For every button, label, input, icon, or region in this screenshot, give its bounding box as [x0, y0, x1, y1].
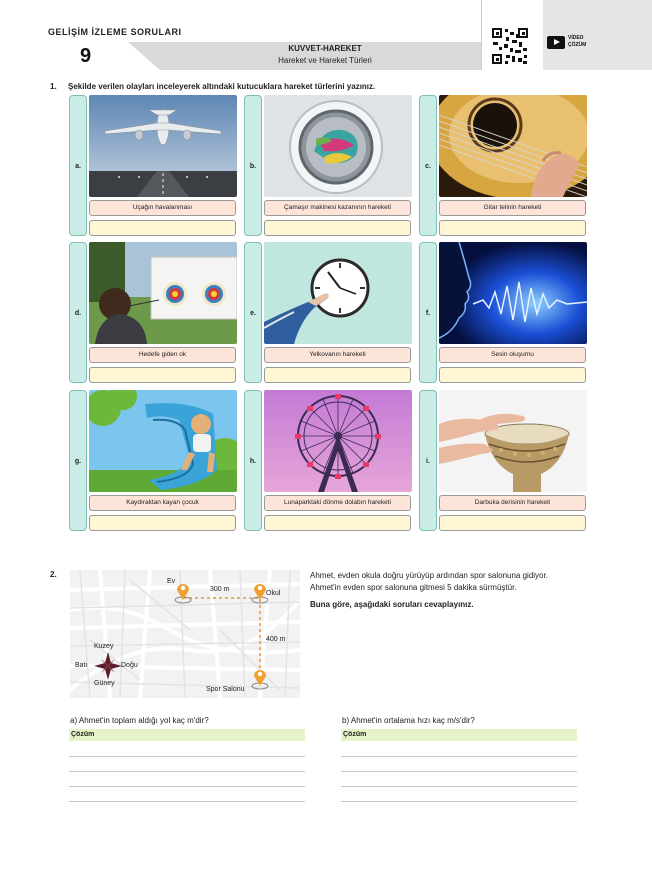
- item-e-letter: e.: [250, 310, 256, 317]
- question-2-paragraph-1: Ahmet, evden okula doğru yürüyüp ardından spor salonuna gidiyor.: [310, 571, 548, 580]
- item-f-letter: f.: [425, 310, 431, 317]
- map-label-gym: Spor Salonu: [206, 686, 245, 693]
- subquestion-b: b) Ahmet'in ortalama hızı kaç m/s'dir?: [342, 716, 475, 725]
- item-h-answer[interactable]: [264, 515, 411, 531]
- photo-wall-clock: [264, 242, 412, 344]
- item-a-letter: a.: [75, 163, 81, 170]
- item-b-letter: b.: [249, 163, 257, 170]
- map-label-distance-300: 300 m: [210, 586, 230, 593]
- compass-north: Kuzey: [94, 643, 114, 650]
- item-i-label: Darbuka derisinin hareketi: [439, 495, 586, 511]
- play-icon[interactable]: [547, 36, 565, 49]
- item-e-answer[interactable]: [264, 367, 411, 383]
- map-label-home: Ev: [167, 578, 176, 585]
- item-b-answer[interactable]: [264, 220, 411, 236]
- street-map: [70, 570, 300, 698]
- photo-washing-machine-drum: [264, 95, 412, 197]
- video-label-line1: VİDEO: [568, 35, 584, 41]
- question-2-paragraph-2: Ahmet'in evden spor salonuna gitmesi 5 dakika sürmüştür.: [310, 583, 517, 592]
- solution-header-a: Çözüm: [69, 729, 305, 741]
- item-c-answer[interactable]: [439, 220, 586, 236]
- question-2-number: 2.: [50, 570, 57, 579]
- answer-line[interactable]: [341, 801, 577, 802]
- item-g-label: Kaydıraktan kayan çocuk: [89, 495, 236, 511]
- solution-header-b: Çözüm: [341, 729, 577, 741]
- topic-title: KUVVET-HAREKET: [288, 44, 362, 53]
- item-e-label: Yelkovanın hareketi: [264, 347, 411, 363]
- photo-ferris-wheel: [264, 390, 412, 492]
- compass-south: Güney: [94, 680, 115, 687]
- answer-line[interactable]: [69, 771, 305, 772]
- topic-subtitle: Hareket ve Hareket Türleri: [278, 56, 372, 65]
- photo-airplane-takeoff: [89, 95, 237, 197]
- item-f-label: Sesin oluşumu: [439, 347, 586, 363]
- photo-darbuka-drum: [439, 390, 587, 492]
- photo-sound-waves: [439, 242, 587, 344]
- item-i-letter: i.: [426, 458, 430, 465]
- answer-line[interactable]: [69, 786, 305, 787]
- item-a-answer[interactable]: [89, 220, 236, 236]
- photo-guitar-strings: [439, 95, 587, 197]
- subquestion-a: a) Ahmet'in toplam aldığı yol kaç m'dir?: [70, 716, 209, 725]
- item-d-label: Hedefe giden ok: [89, 347, 236, 363]
- item-d-answer[interactable]: [89, 367, 236, 383]
- section-title: GELİŞİM İZLEME SORULARI: [48, 27, 182, 37]
- answer-line[interactable]: [341, 786, 577, 787]
- page-number: 9: [80, 45, 92, 67]
- item-h-letter: h.: [249, 458, 257, 465]
- question-1-number: 1.: [50, 82, 57, 91]
- compass-west: Batı: [75, 662, 88, 669]
- answer-line[interactable]: [341, 756, 577, 757]
- video-label-line2: ÇÖZÜM: [568, 42, 587, 48]
- item-h-label: Lunaparktaki dönme dolabın hareketi: [264, 495, 411, 511]
- map-label-distance-400: 400 m: [266, 636, 286, 643]
- item-b-label: Çamaşır makinesi kazanının hareketi: [264, 200, 411, 216]
- item-i-answer[interactable]: [439, 515, 586, 531]
- answer-line[interactable]: [69, 756, 305, 757]
- item-g-answer[interactable]: [89, 515, 236, 531]
- item-a-label: Uçağın havalanması: [89, 200, 236, 216]
- item-c-label: Gitar telinin hareketi: [439, 200, 586, 216]
- item-d-letter: d.: [74, 310, 82, 317]
- compass-east: Doğu: [121, 662, 138, 669]
- qr-code-icon[interactable]: [492, 28, 528, 64]
- answer-line[interactable]: [341, 771, 577, 772]
- video-solution-label[interactable]: [568, 35, 598, 49]
- question-1-text: Şekilde verilen olayları inceleyerek altındaki kutucuklara hareket türlerini yazınız.: [68, 82, 376, 91]
- item-f-answer[interactable]: [439, 367, 586, 383]
- item-c-letter: c.: [425, 163, 431, 170]
- photo-archery-targets: [89, 242, 237, 344]
- question-2-instruction: Buna göre, aşağıdaki soruları cevaplayınız.: [310, 600, 474, 609]
- answer-line[interactable]: [69, 801, 305, 802]
- photo-child-on-slide: [89, 390, 237, 492]
- map-label-school: Okul: [266, 590, 281, 597]
- item-g-letter: g.: [74, 458, 82, 465]
